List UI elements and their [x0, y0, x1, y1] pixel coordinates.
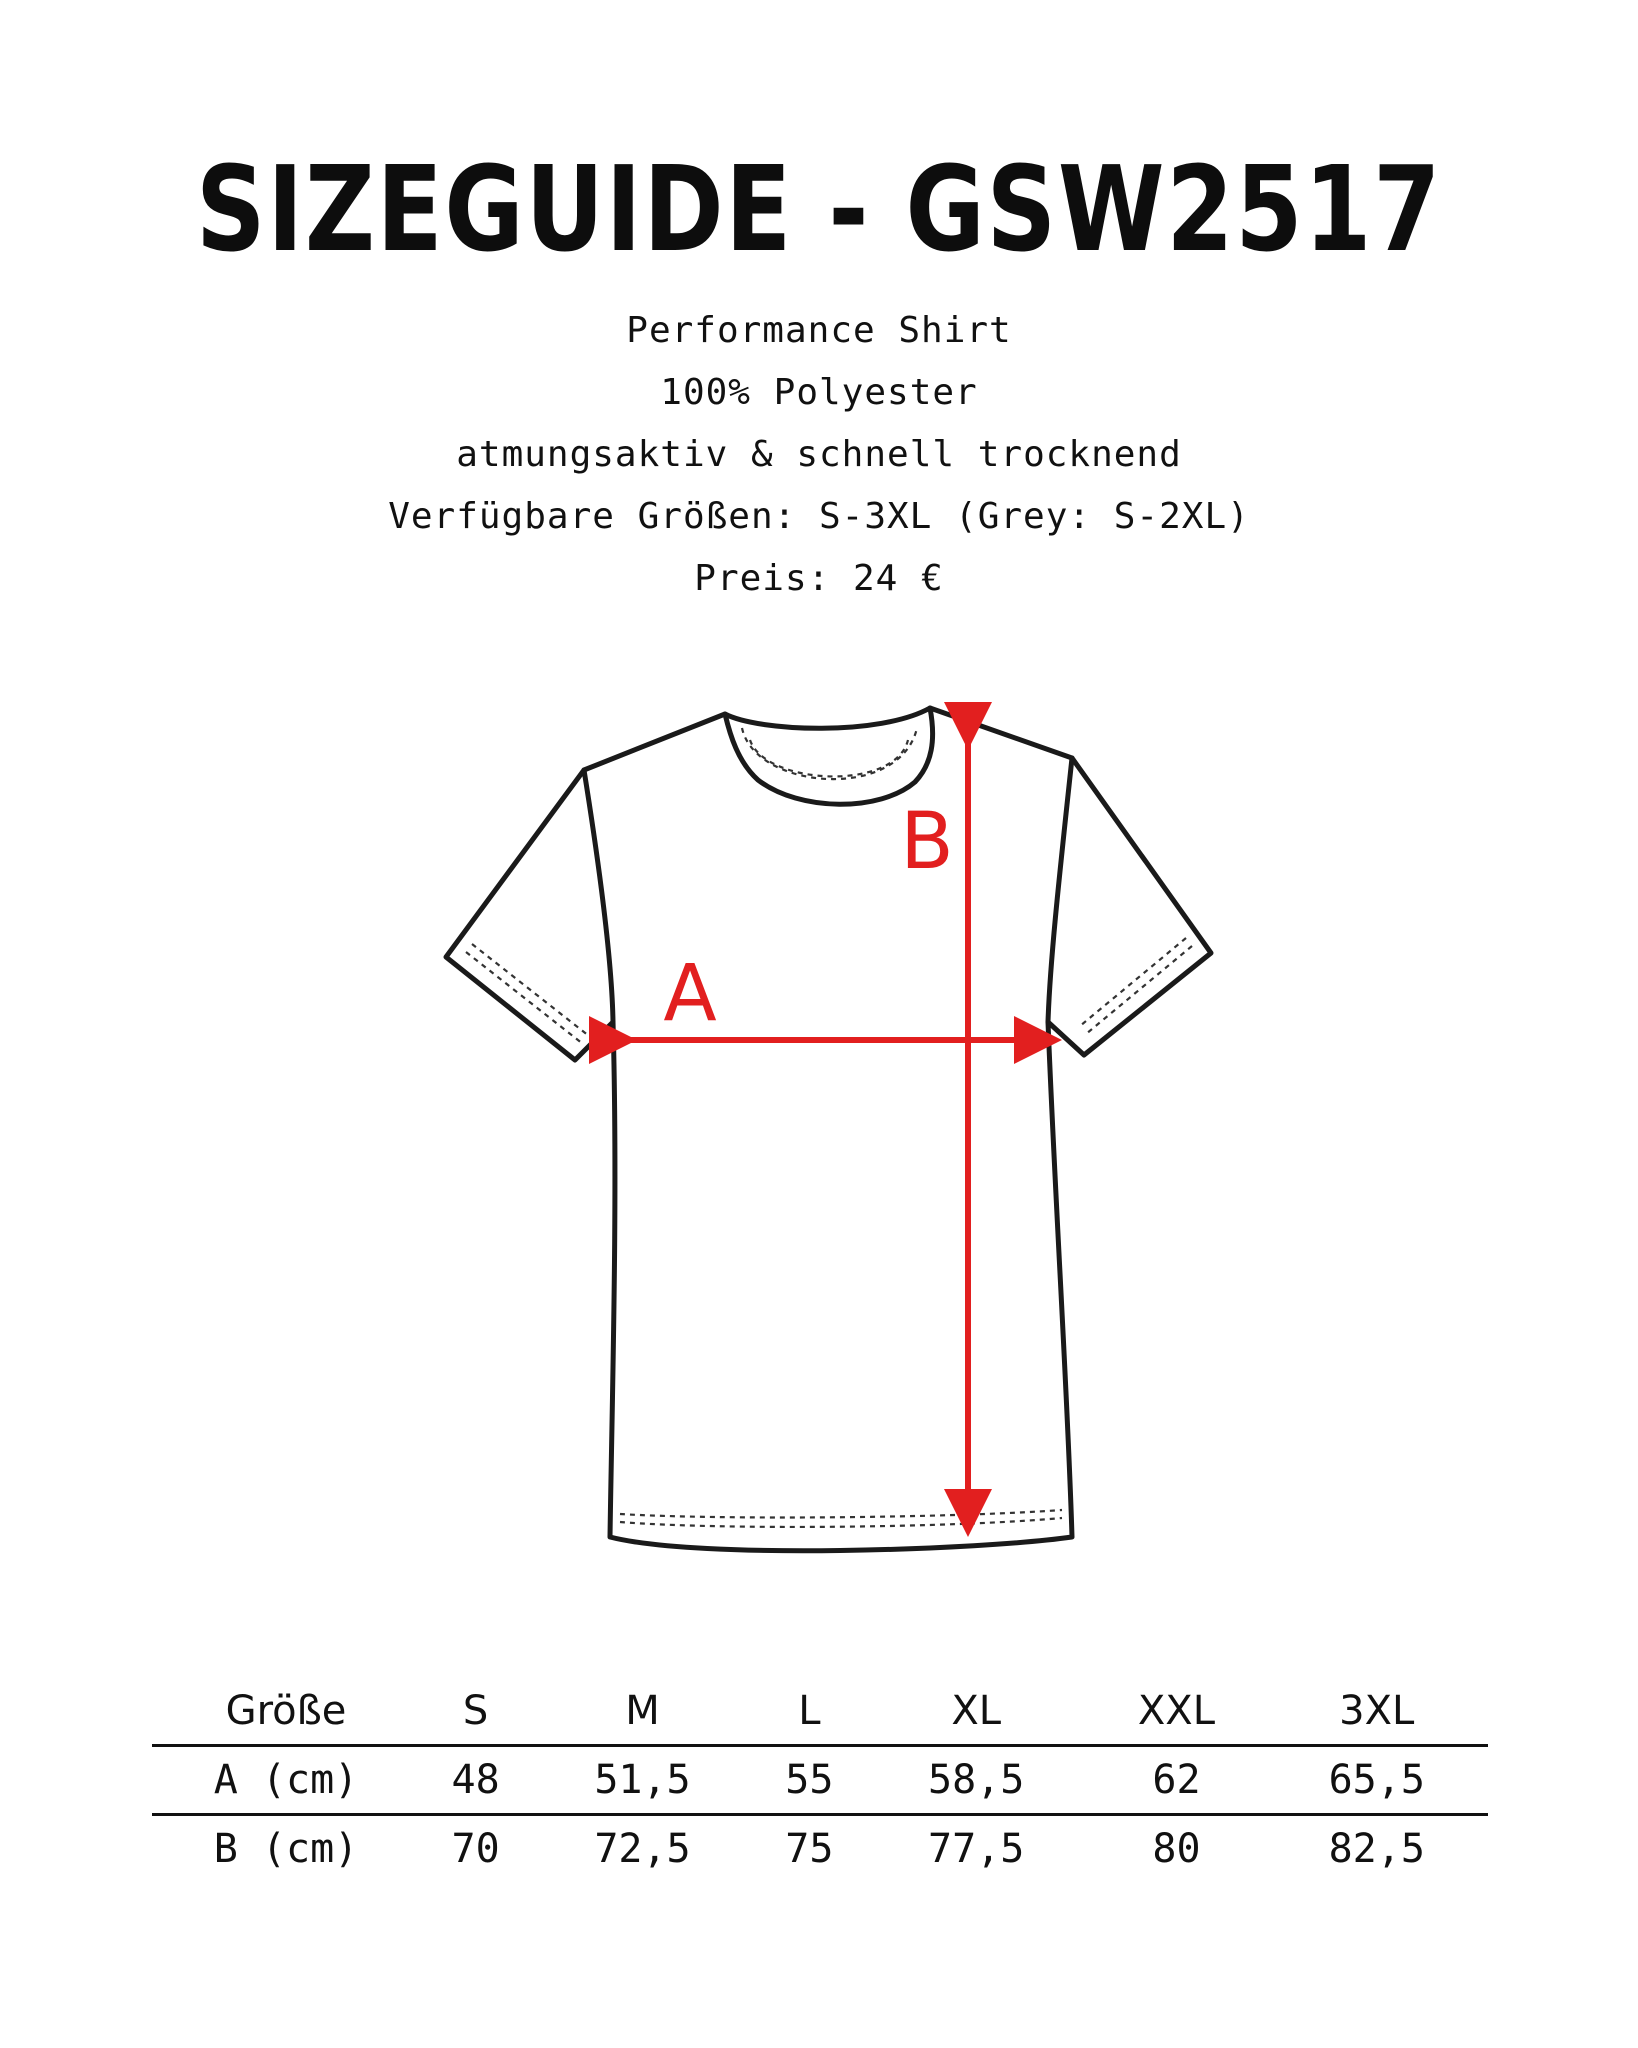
table-header-cell: S	[462, 1688, 489, 1734]
table-cell: 48	[420, 1746, 531, 1815]
table-cell: 65,5	[1265, 1746, 1488, 1815]
label-b: B	[900, 797, 954, 887]
table-cell: 58,5	[865, 1746, 1087, 1815]
table-cell: 80	[1087, 1815, 1265, 1883]
product-name: Performance Shirt	[626, 310, 1012, 351]
table-cell: 77,5	[865, 1815, 1087, 1883]
table-header-cell: XXL	[1137, 1688, 1215, 1734]
table-row	[152, 1815, 1488, 1883]
table-cell: 62	[1087, 1746, 1265, 1815]
measurement-arrows	[625, 738, 1050, 1525]
table-cell: B (cm)	[152, 1815, 420, 1883]
table-header-cell: XL	[951, 1688, 1002, 1734]
table-cell: A (cm)	[152, 1746, 420, 1815]
stitching	[466, 728, 1192, 1527]
table-header-cell: Größe	[225, 1688, 347, 1734]
table-cell: 51,5	[531, 1746, 753, 1815]
table-cell: 70	[420, 1815, 531, 1883]
tshirt-outline	[446, 708, 1211, 1551]
label-a: A	[663, 949, 717, 1039]
table-header-cell: L	[798, 1688, 821, 1734]
price: Preis: 24 €	[694, 558, 944, 599]
page-title: SIZEGUIDE - GSW2517	[195, 140, 1443, 278]
table-row	[152, 1746, 1488, 1815]
table-cell: 75	[754, 1815, 865, 1883]
table-header-cell: 3XL	[1339, 1688, 1415, 1734]
table-cell: 82,5	[1265, 1815, 1488, 1883]
available-sizes: Verfügbare Größen: S-3XL (Grey: S-2XL)	[388, 496, 1250, 537]
table-cell: 72,5	[531, 1815, 753, 1883]
size-table	[152, 1678, 1488, 1882]
material: 100% Polyester	[660, 372, 978, 413]
features: atmungsaktiv & schnell trocknend	[456, 434, 1182, 475]
table-header-cell: M	[625, 1688, 660, 1734]
table-header-row	[152, 1678, 1488, 1746]
table-cell: 55	[754, 1746, 865, 1815]
